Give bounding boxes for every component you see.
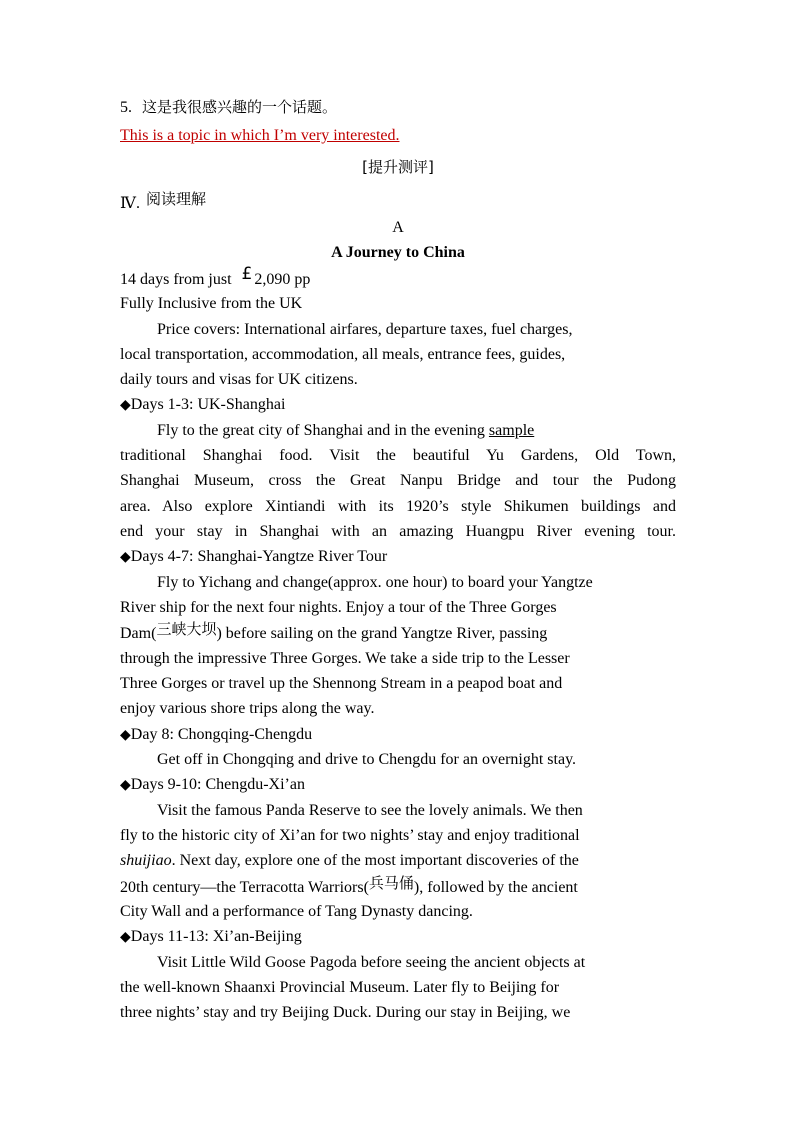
days-4-7-line-4: through the impressive Three Gorges. We take a side trip to the Lesser	[120, 650, 570, 667]
passage-title: A Journey to China	[331, 244, 465, 261]
question-number: 5.	[120, 99, 132, 116]
price-value: 2,090 pp	[254, 271, 311, 288]
italic-word: shuijiao	[120, 852, 172, 869]
part-numeral: Ⅳ.	[120, 195, 140, 212]
days-9-10-line-2: fly to the historic city of Xi’an for two nights’ stay and enjoy traditional	[120, 827, 580, 844]
days-4-7-line-3	[120, 620, 548, 644]
days-11-13-line-1: Visit Little Wild Goose Pagoda before seeing the ancient objects at	[157, 954, 586, 971]
answer-text: This is a topic in which I’m very interested.	[120, 127, 400, 144]
underlined-word: sample	[488, 422, 535, 439]
days-11-13-line-3: three nights’ stay and try Beijing Duck. During our stay in Beijing, we	[120, 1004, 571, 1021]
section-title: [提升测评]	[362, 158, 434, 176]
days-11-13-line-2: the well-known Shaanxi Provincial Museum. Later fly to Beijing for	[120, 979, 560, 996]
days-1-3-heading	[120, 395, 285, 415]
days-1-3-line-5: end your stay in Shanghai with an amazing Huangpu River evening tour.	[120, 523, 676, 540]
days-11-13-heading	[120, 927, 302, 947]
days-1-3-line-3: Shanghai Museum, cross the Great Nanpu Bridge and tour the Pudong	[120, 472, 676, 489]
heading-text: Day 8: Chongqing-Chengdu	[130, 726, 313, 743]
text: ) before sailing on the grand Yangtze River, passing	[216, 625, 548, 642]
covers-line-2: local transportation, accommodation, all meals, entrance fees, guides,	[120, 346, 566, 363]
part-heading	[120, 189, 206, 210]
days-1-3-line-1	[120, 421, 534, 441]
days-4-7-line-6: enjoy various shore trips along the way.	[120, 700, 375, 717]
days-4-7-heading	[120, 547, 387, 567]
diamond-bullet-icon: ◆	[120, 777, 131, 793]
inclusive-line: Fully Inclusive from the UK	[120, 295, 303, 312]
covers-line-3: daily tours and visas for UK citizens.	[120, 371, 358, 388]
heading-text: Days 4-7: Shanghai-Yangtze River Tour	[130, 548, 388, 565]
text: Dam(	[120, 625, 157, 642]
heading-text: Days 11-13: Xi’an-Beijing	[130, 928, 302, 945]
days-1-3-line-2: traditional Shanghai food. Visit the beautiful Yu Gardens, Old Town,	[120, 447, 676, 464]
chinese-annotation: 兵马俑	[368, 874, 414, 892]
passage-letter: A	[392, 219, 404, 236]
day-8-heading	[120, 725, 312, 745]
text: . Next day, explore one of the most important discoveries of the	[171, 852, 579, 869]
diamond-bullet-icon: ◆	[120, 929, 131, 945]
question-5	[120, 97, 337, 118]
days-4-7-line-1: Fly to Yichang and change(approx. one hour) to board your Yangtze	[157, 574, 593, 591]
heading-text: Days 1-3: UK-Shanghai	[130, 396, 286, 413]
price-prefix: 14 days from just	[120, 271, 232, 288]
text: ), followed by the ancient	[413, 879, 578, 896]
days-9-10-line-3	[120, 851, 579, 871]
part-title: 阅读理解	[145, 190, 206, 208]
days-9-10-line-4	[120, 874, 578, 898]
diamond-bullet-icon: ◆	[120, 727, 131, 743]
diamond-bullet-icon: ◆	[120, 549, 131, 565]
text: 20th century—the Terracotta Warriors(	[120, 879, 369, 896]
days-1-3-line-4: area. Also explore Xintiandi with its 1920’s style Shikumen buildings and	[120, 498, 676, 515]
pound-symbol: £	[241, 264, 253, 284]
day-8-line-1: Get off in Chongqing and drive to Chengdu for an overnight stay.	[157, 751, 577, 768]
covers-line-1: Price covers: International airfares, departure taxes, fuel charges,	[157, 321, 573, 338]
days-9-10-line-5: City Wall and a performance of Tang Dynasty dancing.	[120, 903, 473, 920]
diamond-bullet-icon: ◆	[120, 397, 131, 413]
days-9-10-line-1: Visit the famous Panda Reserve to see the lovely animals. We then	[157, 802, 583, 819]
heading-text: Days 9-10: Chengdu-Xi’an	[130, 776, 305, 793]
text: Fly to the great city of Shanghai and in the evening	[157, 422, 489, 439]
price-line	[120, 264, 311, 290]
days-4-7-line-2: River ship for the next four nights. Enjoy a tour of the Three Gorges	[120, 599, 557, 616]
question-chinese-text: 这是我很感兴趣的一个话题。	[142, 98, 338, 116]
chinese-annotation: 三峡大坝	[156, 620, 217, 638]
days-4-7-line-5: Three Gorges or travel up the Shennong Stream in a peapod boat and	[120, 675, 563, 692]
days-9-10-heading	[120, 775, 305, 795]
